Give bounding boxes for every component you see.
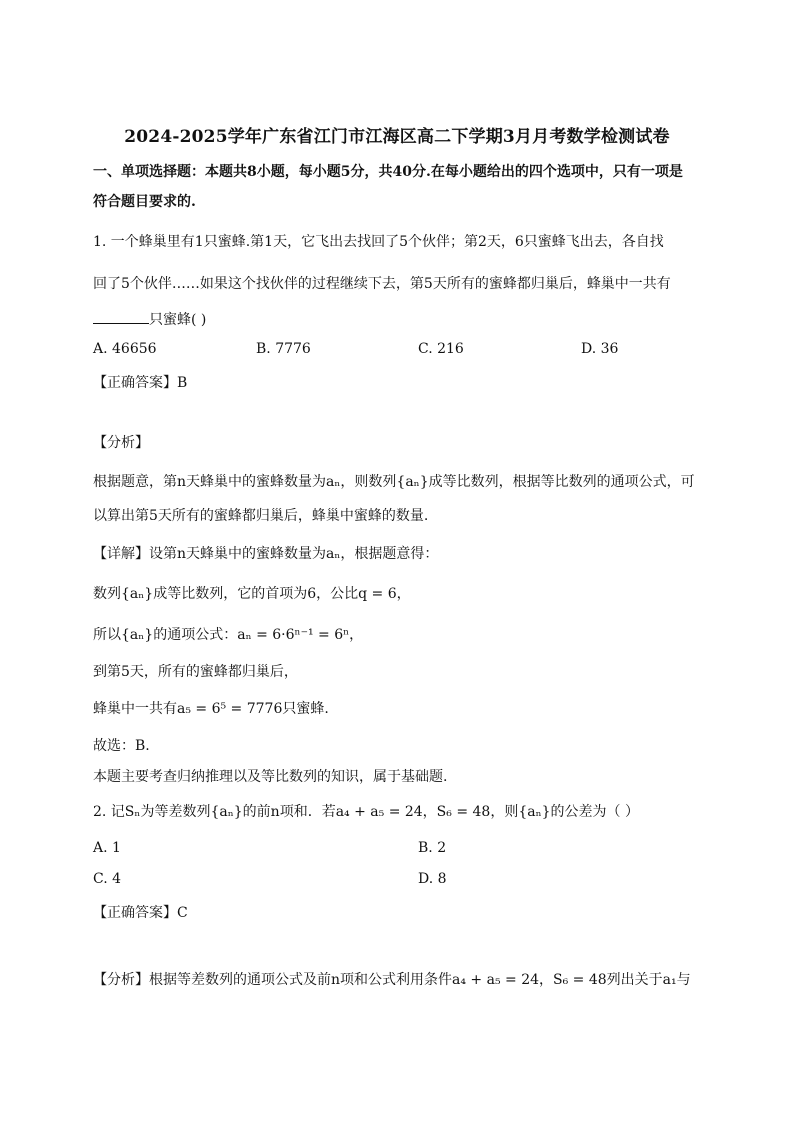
q2-analysis: 【分析】根据等差数列的通项公式及前n项和公式利用条件a₄ + a₅ = 24，S₆ = 48列出关于a₁与	[93, 972, 691, 988]
section-heading-line2: 符合题目要求的.	[93, 194, 196, 210]
question1-line1: 1. 一个蜂巢里有1只蜜蜂.第1天，它飞出去找回了5个伙伴；第2天，6只蜜蜂飞出去，各自找	[93, 234, 664, 250]
q1-answer: 【正确答案】B	[93, 375, 188, 391]
question2-line1: 2. 记Sₙ为等差数列{aₙ}的前n项和．若a₄ + a₅ = 24，S₆ = 48，则{aₙ}的公差为（ ）	[93, 804, 639, 820]
q1-detail-line3: 所以{aₙ}的通项公式：aₙ = 6·6ⁿ⁻¹ = 6ⁿ，	[93, 627, 364, 643]
q1-option-c: C. 216	[418, 341, 464, 357]
q1-note: 本题主要考查归纳推理以及等比数列的知识，属于基础题.	[93, 769, 448, 785]
question1-line3-text: 只蜜蜂( )	[149, 312, 207, 328]
page-title: 2024-2025学年广东省江门市江海区高二下学期3月月考数学检测试卷	[124, 127, 670, 147]
q2-option-d: D. 8	[418, 871, 447, 887]
q1-analysis-line2: 以算出第5天所有的蜜蜂都归巢后，蜂巢中蜜蜂的数量.	[93, 508, 429, 524]
q1-analysis-heading: 【分析】	[93, 435, 149, 451]
answer-blank	[93, 311, 149, 324]
q1-choose: 故选：B.	[93, 738, 150, 754]
q2-option-a: A. 1	[93, 840, 121, 856]
q2-option-b: B. 2	[418, 840, 447, 856]
question1-line3	[93, 309, 206, 329]
q2-answer: 【正确答案】C	[93, 905, 188, 921]
section-heading-line1: 一、单项选择题：本题共8小题，每小题5分，共40分.在每小题给出的四个选项中，只有一项是	[93, 164, 683, 180]
q1-detail-line4: 到第5天，所有的蜜蜂都归巢后，	[93, 664, 298, 680]
q1-option-b: B. 7776	[256, 341, 311, 357]
q1-detail-line5: 蜂巢中一共有a₅ = 6⁵ = 7776只蜜蜂.	[93, 701, 329, 717]
q1-analysis-line1: 根据题意，第n天蜂巢中的蜜蜂数量为aₙ，则数列{aₙ}成等比数列，根据等比数列的通项公式，可	[93, 474, 695, 490]
q2-option-c: C. 4	[93, 871, 122, 887]
q1-detail-line2: 数列{aₙ}成等比数列，它的首项为6，公比q = 6，	[93, 586, 411, 602]
q1-detail-line1: 【详解】设第n天蜂巢中的蜜蜂数量为aₙ，根据题意得：	[93, 546, 439, 562]
q1-option-d: D. 36	[581, 341, 619, 357]
question1-line2: 回了5个伙伴……如果这个找伙伴的过程继续下去，第5天所有的蜜蜂都归巢后，蜂巢中一共有	[93, 276, 671, 292]
q1-option-a: A. 46656	[93, 341, 157, 357]
